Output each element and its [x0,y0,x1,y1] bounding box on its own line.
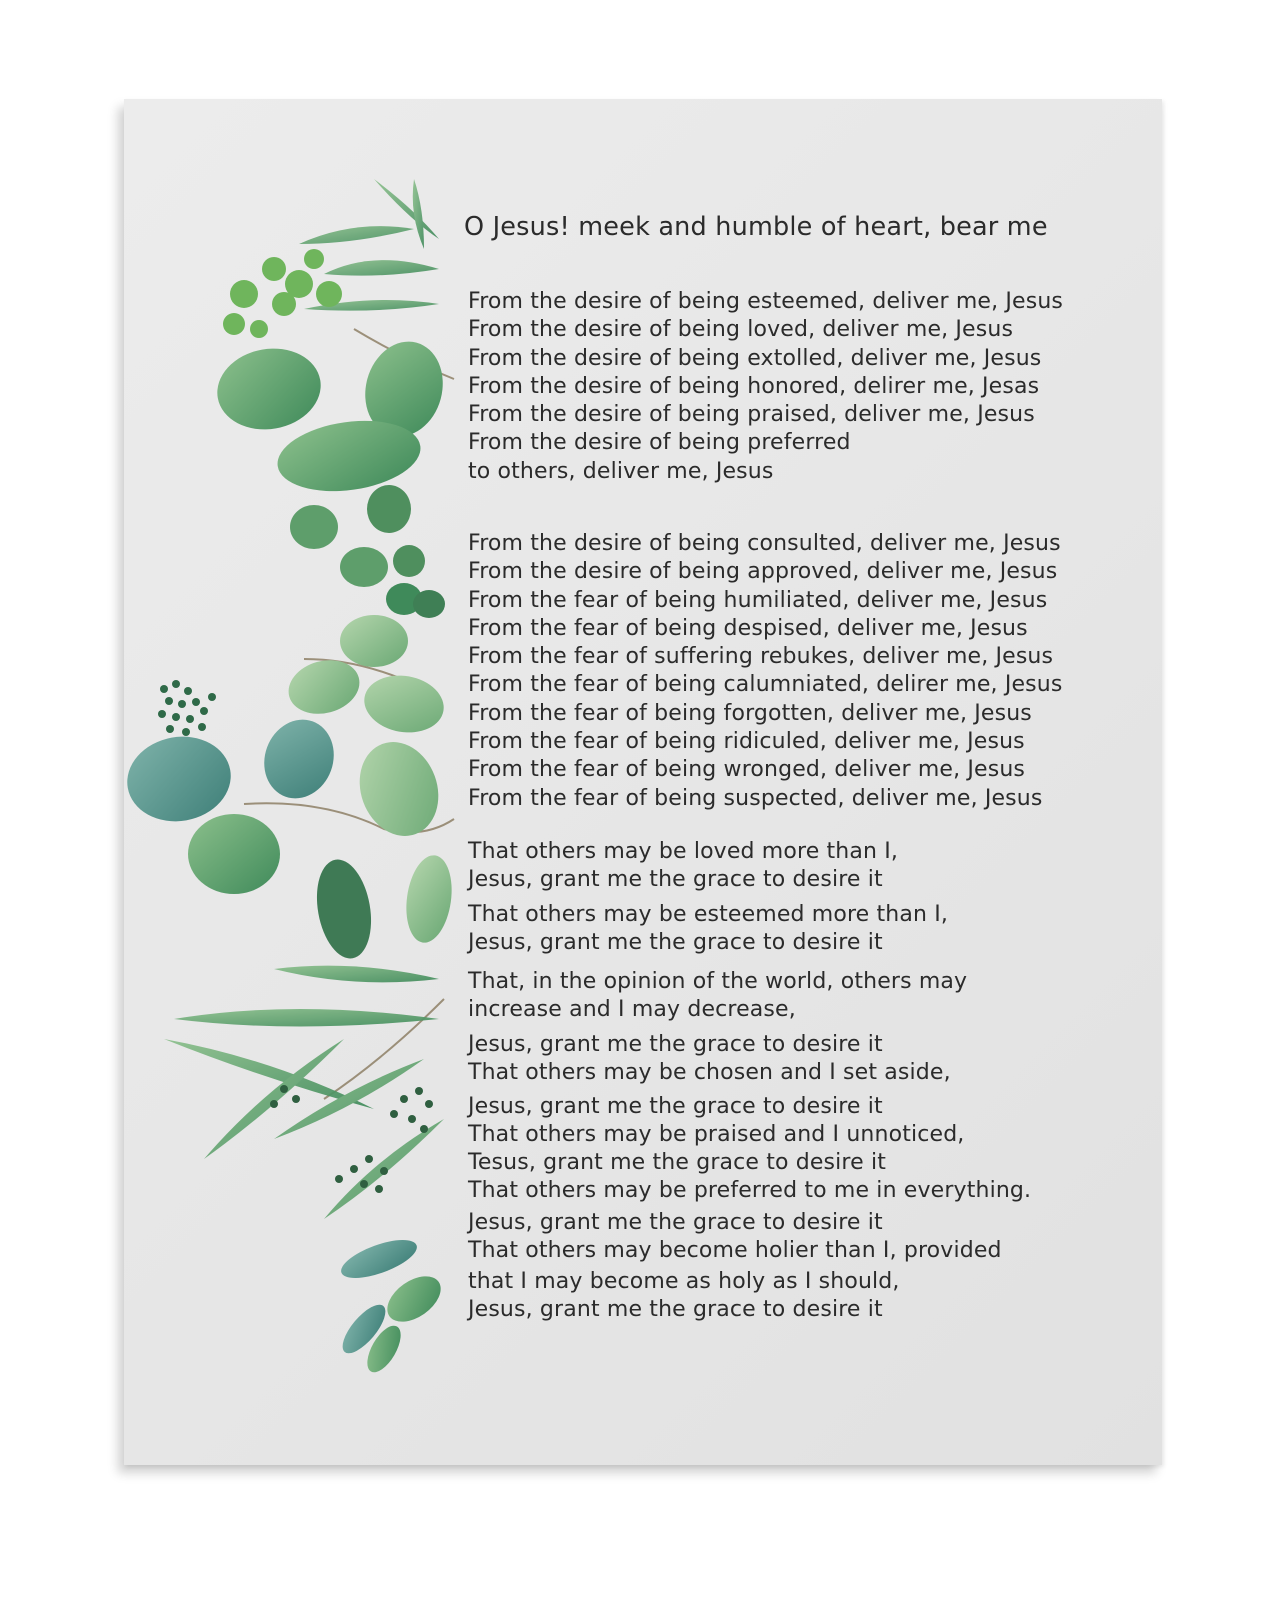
prayer-line: From the desire of being praised, deliver me, Jesus [468,402,1035,428]
prayer-line: From the desire of being preferred [468,430,851,456]
prayer-line: From the desire of being extolled, deliver me, Jesus [468,345,1042,371]
prayer-line: that I may become as holy as I should, [468,1269,900,1294]
prayer-line: From the fear of being despised, deliver me, Jesus [468,615,1028,641]
prayer-line: That others may become holier than I, provided [468,1238,1002,1263]
stanza-deliver-fear [468,530,1062,813]
prayer-line: From the desire of being consulted, deliver me, Jesus [468,531,1061,556]
prayer-line: From the desire of being approved, deliver me, Jesus [468,559,1058,585]
stanza-deliver-desire [468,288,1063,486]
prayer-line: From the fear of suffering rebukes, deliver me, Jesus [468,644,1054,670]
prayer-line: From the fear of being ridiculed, deliver me, Jesus [468,729,1025,755]
prayer-line: Jesus, grant me the grace to desire it [468,930,883,955]
prayer-poster [124,99,1162,1465]
prayer-line: That others may be chosen and I set aside, [468,1060,951,1085]
prayer-line: That others may be loved more than I, [468,839,899,864]
prayer-line: to others, deliver me, Jesus [468,458,774,484]
prayer-title: O Jesus! meek and humble of heart, bear me [464,212,1048,242]
prayer-line: From the desire of being esteemed, deliver me, Jesus [468,289,1064,314]
prayer-line: From the fear of being wronged, deliver me, Jesus [468,757,1026,783]
prayer-line: From the desire of being honored, delirer me, Jesas [468,373,1040,399]
prayer-line: That others may be preferred to me in everything. [468,1178,1032,1203]
prayer-line: Tesus, grant me the grace to desire it [468,1150,886,1175]
prayer-line: That others may be esteemed more than I, [468,902,949,927]
prayer-line: Jesus, grant me the grace to desire it [468,1210,883,1235]
prayer-line: That others may be praised and I unnoticed, [468,1122,965,1147]
prayer-line: That, in the opinion of the world, others may [468,969,968,994]
prayer-line: Jesus, grant me the grace to desire it [468,1032,883,1057]
prayer-line: From the fear of being humiliated, deliver me, Jesus [468,587,1048,613]
prayer-line: Jesus, grant me the grace to desire it [468,1094,883,1119]
prayer-line: Jesus, grant me the grace to desire it [468,867,883,892]
prayer-line: increase and I may decrease, [468,997,796,1022]
prayer-line: Jesus, grant me the grace to desire it [468,1297,883,1322]
prayer-line: From the fear of being calumniated, delirer me, Jesus [468,672,1063,698]
prayer-line: From the desire of being loved, deliver me, Jesus [468,317,1014,343]
prayer-line: From the fear of being suspected, deliver me, Jesus [468,785,1043,811]
prayer-line: From the fear of being forgotten, deliver me, Jesus [468,700,1032,726]
